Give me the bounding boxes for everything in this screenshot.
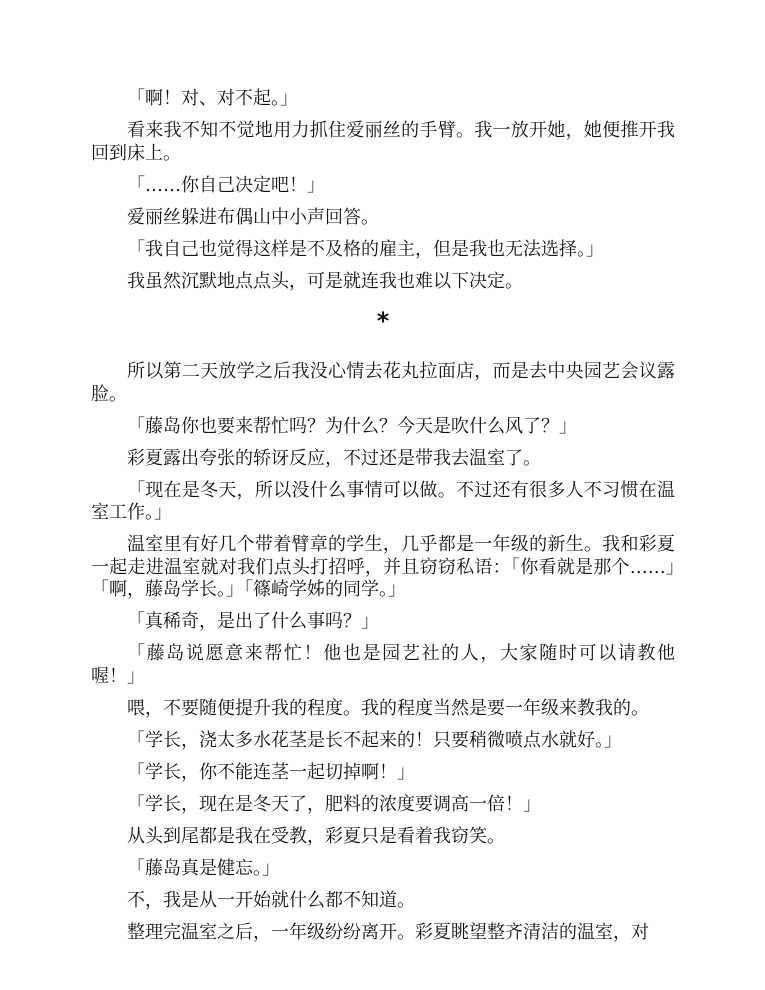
paragraph: 所以第二天放学之后我没心情去花丸拉面店，而是去中央园艺会议露脸。 (91, 361, 675, 405)
paragraph: 不，我是从一开始就什么都不知道。 (127, 889, 415, 911)
paragraph: 「藤岛你也要来帮忙吗？为什么？今天是吹什么风了？」 (127, 415, 577, 437)
paragraph: 从头到尾都是我在受教，彩夏只是看着我窃笑。 (127, 825, 505, 847)
document-page (91, 88, 675, 954)
paragraph: 看来我不知不觉地用力抓住爱丽丝的手臂。我一放开她，她便推开我回到床上。 (91, 120, 675, 164)
paragraph: 「现在是冬天，所以没什么事情可以做。不过还有很多人不习惯在温室工作。」 (91, 479, 675, 523)
paragraph: 「学长，现在是冬天了，肥料的浓度要调高一倍！」 (127, 793, 541, 815)
paragraph: 「啊！对、对不起。」 (127, 88, 298, 109)
paragraph: 「……你自己决定吧！」 (127, 174, 325, 196)
scene-break-asterisk: * (376, 307, 390, 335)
paragraph: 整理完温室之后，一年级纷纷离开。彩夏眺望整齐清洁的温室，对 (127, 921, 649, 943)
paragraph: 我虽然沉默地点点头，可是就连我也难以下决定。 (127, 270, 523, 292)
paragraph: 「学长，你不能连茎一起切掉啊！」 (127, 761, 415, 783)
paragraph: 「藤岛说愿意来帮忙！他也是园艺社的人，大家随时可以请教他喔！」 (91, 643, 675, 687)
paragraph: 「学长，浇太多水花茎是长不起来的！只要稍微喷点水就好。」 (127, 729, 622, 751)
paragraph: 「我自己也觉得这样是不及格的雇主，但是我也无法选择。」 (127, 238, 604, 260)
paragraph: 喂，不要随便提升我的程度。我的程度当然是要一年级来教我的。 (127, 697, 649, 719)
paragraph: 「真稀奇，是出了什么事吗？」 (127, 611, 379, 632)
paragraph: 「藤岛真是健忘。」 (127, 857, 280, 879)
paragraph: 爱丽丝躲进布偶山中小声回答。 (127, 206, 379, 228)
paragraph: 温室里有好几个带着臂章的学生，几乎都是一年级的新生。我和彩夏一起走进温室就对我们点头打招呼，并且窃窃私语：「你看就是那个……」「啊，藤岛学长。」「篠崎学姊的同学。」 (91, 534, 675, 600)
paragraph: 彩夏露出夸张的轿讶反应，不过还是带我去温室了。 (127, 447, 541, 469)
